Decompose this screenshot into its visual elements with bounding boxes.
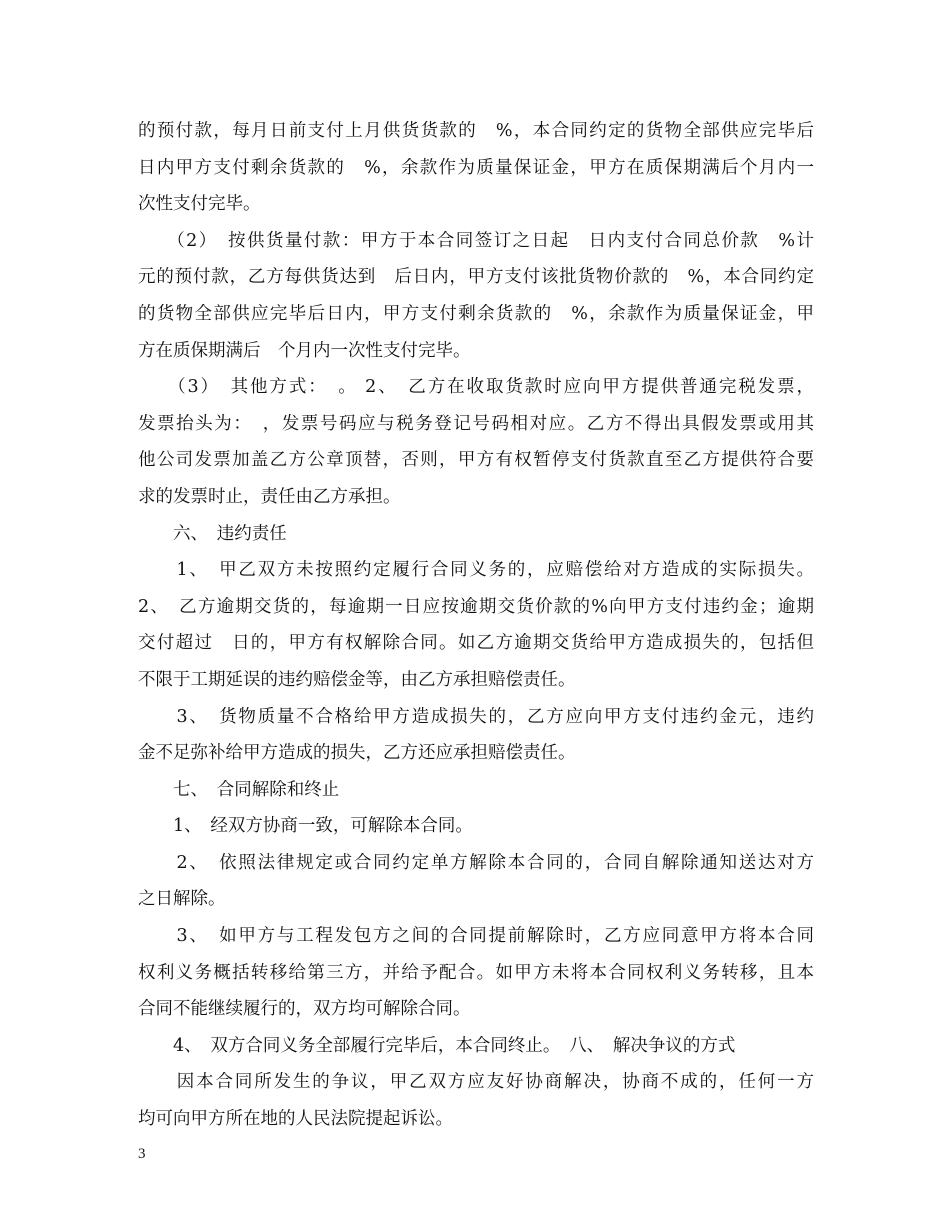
text-line: 日内甲方支付剩余货款的 %，余款作为质量保证金，甲方在质保期满后个月内一 <box>138 157 814 178</box>
text-line: 之日解除。 <box>138 889 226 910</box>
text-line: 的货物全部供应完毕后日内，甲方支付剩余货款的 %，余款作为质量保证金，甲 <box>138 303 814 324</box>
section-heading: 六、 违约责任 <box>138 523 287 544</box>
document-body <box>138 113 814 1138</box>
text-line: 2、 依照法律规定或合同约定单方解除本合同的，合同自解除通知送达对方 <box>138 852 814 873</box>
text-line: 元的预付款，乙方每供货达到 后日内，甲方支付该批货物价款的 %，本合同约定 <box>138 267 814 288</box>
text-line: （2） 按供货量付款：甲方于本合同签订之日起 日内支付合同总价款 %计 <box>138 230 814 251</box>
text-line: （3） 其他方式： 。 2、 乙方在收取货款时应向甲方提供普通完税发票， <box>138 377 814 398</box>
text-line: 3、 如甲方与工程发包方之间的合同提前解除时，乙方应同意甲方将本合同 <box>138 926 814 947</box>
text-line: 均可向甲方所在地的人民法院提起诉讼。 <box>138 1109 453 1130</box>
text-line: 1、 甲乙双方未按照约定履行合同义务的，应赔偿给对方造成的实际损失。 <box>138 560 814 581</box>
text-line: 3、 货物质量不合格给甲方造成损失的，乙方应向甲方支付违约金元，违约 <box>138 706 814 727</box>
text-line: 发票抬头为： ，发票号码应与税务登记号码相对应。乙方不得出具假发票或用其 <box>138 413 814 434</box>
text-line: 的预付款，每月日前支付上月供货货款的 %，本合同约定的货物全部供应完毕后 <box>138 121 814 141</box>
text-line: 1、 经双方协商一致，可解除本合同。 <box>138 816 473 837</box>
text-line: 因本合同所发生的争议，甲乙双方应友好协商解决，协商不成的，任何一方 <box>138 1072 814 1093</box>
text-line: 2、 乙方逾期交货的，每逾期一日应按逾期交货价款的%向甲方支付违约金；逾期 <box>138 596 814 617</box>
text-line: 交付超过 日的，甲方有权解除合同。如乙方逾期交货给甲方造成损失的，包括但 <box>138 633 814 654</box>
text-line: 4、 双方合同义务全部履行完毕后，本合同终止。 八、 解决争议的方式 <box>138 1035 736 1056</box>
text-line: 求的发票时止，责任由乙方承担。 <box>138 486 401 507</box>
text-line: 次性支付完毕。 <box>138 194 261 215</box>
text-line: 权利义务概括转移给第三方，并给予配合。如甲方未将本合同权利义务转移，且本 <box>138 962 814 983</box>
text-line: 金不足弥补给甲方造成的损失，乙方还应承担赔偿责任。 <box>138 743 576 764</box>
text-line: 不限于工期延误的违约赔偿金等，由乙方承担赔偿责任。 <box>138 669 576 690</box>
text-line: 方在质保期满后 个月内一次性支付完毕。 <box>138 340 471 361</box>
text-line: 合同不能继续履行的，双方均可解除合同。 <box>138 999 471 1020</box>
section-heading: 七、 合同解除和终止 <box>138 779 340 800</box>
text-line: 他公司发票加盖乙方公章顶替，否则，甲方有权暂停支付货款直至乙方提供符合要 <box>138 450 814 471</box>
page-number: 3 <box>138 1146 146 1162</box>
